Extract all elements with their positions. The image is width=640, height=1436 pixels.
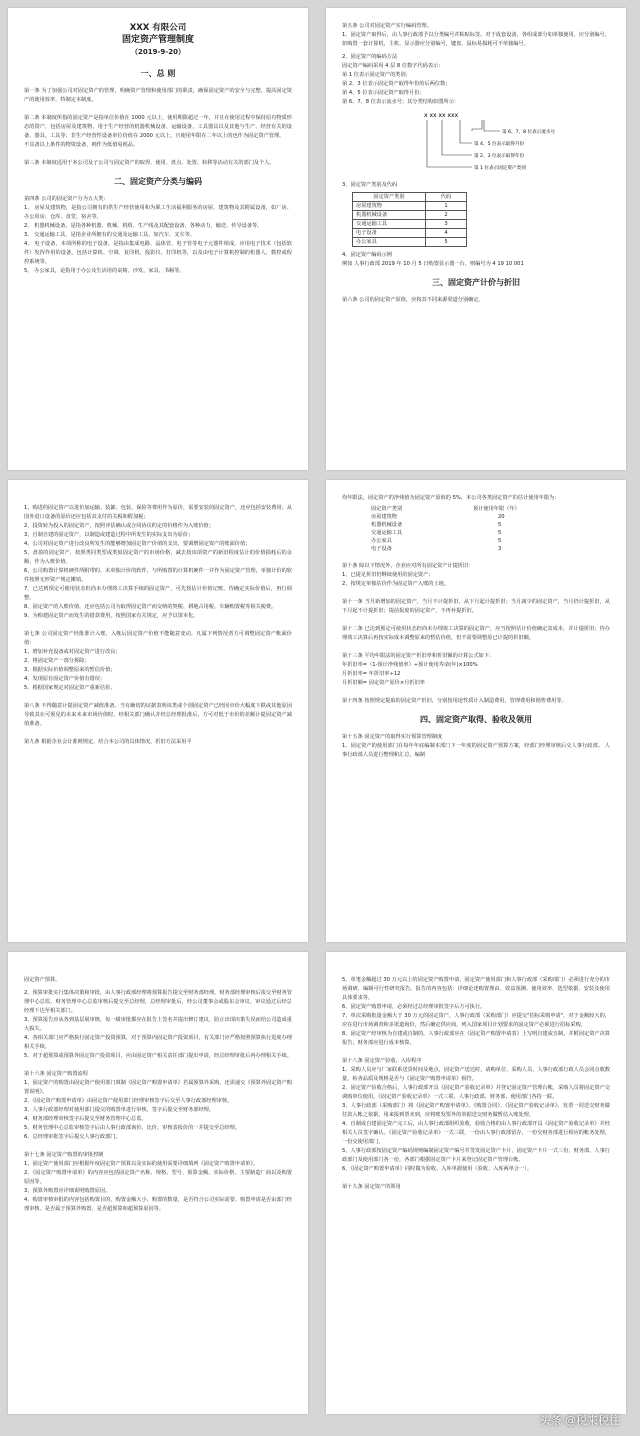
article-12: 第十二条 已达到预定可使用状态但尚未办理竣工决算的固定资产，应当按照估计价值确定其成本，并计提折旧；待办理竣工决算后再按实际成本调整原来的暂估价值，但不需要调整原已计提的折旧额。 — [342, 626, 610, 641]
table-row — [353, 238, 467, 247]
adjust-item-4: 4、发现原有固定资产价值有错误； — [24, 676, 106, 682]
acceptance-step-4: 4、自制或自建固定资产完工后，由人事行政部组织验收，验收合格的由人事行政部开具《固定资产验收记录单》并经相关人员签字确认。《固定资产验收记录单》一式三联，一份由人事行政部留存，一份交财务部进行相应的帐务处理，一份交使用部门。 — [342, 1121, 610, 1145]
article-5-item-2: 2、固定资产的编码方法 — [342, 54, 398, 60]
table-cell: 4 — [426, 229, 467, 238]
document-page-5 — [8, 952, 308, 1414]
table-cell: 机器机械设备 — [371, 522, 403, 528]
formula-monthly-amount: 月折旧额= 固定资产原价×月折旧率 — [342, 680, 425, 686]
valuation-item-2: 2、投资转为投入的固定资产，按照评估确认或合同协议约定的价格作为入账价值； — [24, 523, 215, 529]
purchase-step-2: 2、《固定资产购置申请单》由固定资产使用部门经理审核签字后交至人事行政部经理审核。 — [24, 1098, 233, 1104]
approval-item-5: 5、单笔金额超过 30 万元以上的固定资产购置申请，固定资产使用部门和人事行政部（采购部门）必须进行充分的市场调研，编制可行性研究报告。报告的内容包括：详细论述购置理由、效益预测、使用效率、选型依据、安装及使用具体要求等。 — [342, 977, 610, 1001]
table-cell: 交通运输工具 — [371, 530, 403, 536]
chapter-heading-4: 四、固定资产取得、验收及领用 — [420, 715, 532, 724]
table-cell: 5 — [498, 522, 502, 528]
acceptance-step-6: 6、《固定资产购置申请单》同时做为验收、入库单据使用（验收、入库两单合一）。 — [342, 1166, 533, 1172]
category-item-5: 5、 办公家具，是指用于办公及生活用的桌椅、沙发、家具、书橱等。 — [24, 268, 185, 274]
table-row — [368, 529, 523, 537]
adjust-item-2: 2、将固定资产一部分拆除； — [24, 658, 90, 664]
approval-item-3: 3、预算外购置应详细说明购置原因。 — [24, 1188, 111, 1194]
article-6: 第六条 公司的固定资产原值，应按其不同来源渠道分别确定。 — [342, 297, 484, 303]
valuation-item-4: 4、公司对固定资产进行改良所发生的能够增加固定资产价值的支出，要调增固定资产的账面价值； — [24, 541, 251, 547]
table-row — [368, 545, 523, 553]
acceptance-step-2: 2、固定资产验收合格后，人事行政部开具《固定资产验收记录单》并登记固定资产管理台帐，采购人员将固定资产交调购单位使用。《固定资产验收记录单》一式三联，人事行政部、财务部、使用部门各持一联。 — [342, 1085, 610, 1100]
valuation-item-6: 6、公司购置计算机硬件所附带的、未单独计价的软件，与所购置的计算机硬件一并作为固定资产管理，单独计价的软件按照无形资产规定摊销。 — [24, 568, 292, 583]
code-pattern: x xx xx xxx — [424, 112, 459, 119]
purchase-step-4: 4、财务部经理审核签字后提交至财务管理中心总监。 — [24, 1116, 147, 1122]
diagram-label-category: 第 1 位表示固定资产类别 — [474, 166, 526, 171]
acceptance-step-5: 5、人事行政部按固定资产编码规则编制固定资产编号并签发固定资产卡片，固定资产卡片一式三份，财务部、人事行政部门及使用部门各一份，各部门根据固定资产卡片来登记固定资产管理台帐。 — [342, 1148, 610, 1163]
document-page-3 — [8, 480, 308, 942]
table-cell: 房屋建筑物 — [353, 202, 426, 211]
depreciation-intro: 均年限法。固定资产的净残值为固定资产原值的 5%，本公司各类固定资产的估计使用年限为： — [342, 495, 560, 501]
article-13: 第十三条 平均年限法的固定资产折旧率和折旧额的计算公式如下： — [342, 653, 495, 659]
diagram-label-serial: 第 6、7、8 位表示流水号 — [502, 130, 556, 135]
table-header-code: 代码 — [426, 193, 467, 202]
table-row — [353, 211, 467, 220]
watermark-platform: 头条 — [539, 1414, 565, 1427]
source-watermark — [540, 1412, 621, 1428]
document-page-6 — [326, 952, 626, 1414]
article-10-item-2: 2、按规定单独估价作为固定资产入账的土地。 — [342, 581, 450, 587]
table-row — [353, 229, 467, 238]
valuation-item-3: 3、自制自建的固定资产，以制造或建造过程中所发生的实际支出为原价； — [24, 532, 194, 538]
table-cell: 机器机械设备 — [353, 211, 426, 220]
table-row — [368, 521, 523, 529]
valuation-item-8: 8、固定资产的入账价值，还应包括公司为取得固定资产而交纳的契税、耕地占用税、车辆购置税等相关税费。 — [24, 604, 277, 610]
valuation-item-9: 9、为购建固定资产而发生的借款费用，按照国家有关规定，应予以资本化。 — [24, 613, 199, 619]
budget-item-2: 2、预算审批实行集体决策和审批，由人事行政部经理将预算报告提交至财务部经理，财务部经理审核后报交至财务管理中心总监，财务管理中心总监审核后提交至总经理，总经理审批后，经公司董事会或股东会审议，审议通过后经总经理下达至相关部门。 — [24, 990, 292, 1014]
table-cell: 办公家具 — [371, 538, 392, 544]
article-11: 第十一条 当月新增加的固定资产，当月不计提折旧，从下月起计提折旧；当月减少的固定资产，当月仍计提折旧，从下月起不计提折旧；提前报废的固定资产，不再补提折旧。 — [342, 599, 610, 614]
approval-item-1: 1、固定资产使用部门应根据年度固定资产预算以及实际的使用需要详细填列《固定资产购置申请单》。 — [24, 1161, 259, 1167]
acceptance-step-1: 1、采购人员应与厂家联系送货时间及地点，固定资产送达时，请购单位、采购人员、人事行政部行政人员会同点收数量，检查品质及规格是否与《固定资产购置申请单》相符。 — [342, 1067, 610, 1082]
article-5: 第五条 公司对固定资产实行编码管理。 — [342, 23, 432, 29]
article-15: 第十五条 固定资产的取得实行预算管理制度 — [342, 734, 443, 740]
article-19: 第十九条 固定资产的领用 — [342, 1184, 401, 1190]
table-cell: 3 — [426, 220, 467, 229]
budget-item-3: 3、预算报告应从各到基层展审核，每一级审批都应在报告上签名并提出修订建议，防止出现决策失误而给公司造成重大损失。 — [24, 1017, 292, 1032]
article-18: 第十八条 固定资产验收、入库程序 — [342, 1058, 422, 1064]
article-17: 第十七条 固定资产购置的审批控制 — [24, 1152, 104, 1158]
article-5-item-4: 4、固定资产编码示例 — [342, 252, 392, 258]
encoding-digit-2-3: 第 2、3 位表示固定资产取得年份的后两位数； — [342, 81, 451, 87]
article-9: 第九条 根据企业会计准则规定，结合本公司的具体情况，折旧方法采用平 — [24, 739, 192, 745]
table-row — [353, 202, 467, 211]
table-cell: 5 — [426, 238, 467, 247]
article-3: 第三条 本制度适用于本公司及子公司与固定资产的取得、使用、盘点、处置、转移等活动有关的部门及个人。 — [24, 160, 275, 166]
valuation-item-5: 5、盘盈的固定资产，按照类同类型或类似固定资产的市场价格，减去按该项资产的新旧程度估计的价值损耗后的余额，作为入账价值。 — [24, 550, 292, 565]
encoding-digit-6-8: 第 6、7、8 位表示流水号；其分类结构如图所示： — [342, 99, 459, 105]
adjust-item-3: 3、根据实际价值调整原来的暂估价值； — [24, 667, 116, 673]
adjust-item-1: 1、增加补充设备或对固定资产进行改良； — [24, 649, 121, 655]
at-icon: @ — [565, 1414, 576, 1427]
table-cell: 电子设备 — [353, 229, 426, 238]
table-cell: 5 — [498, 530, 502, 536]
document-title: 固定资产管理制度 — [121, 35, 194, 45]
category-item-2: 2、 机器机械设备，是指各种机器、机械、机组、生产线及其配套设备，各种动力、输送、传导设备等。 — [24, 223, 263, 229]
document-page-2 — [326, 8, 626, 470]
formula-monthly-rate: 月折旧率= 年折旧率÷12 — [342, 671, 401, 677]
article-4: 第四条 公司的固定资产分为五大类： — [24, 196, 109, 202]
table-row — [353, 220, 467, 229]
table-cell: 5 — [498, 538, 502, 544]
company-name: XXX 有限公司 — [129, 23, 187, 33]
document-page-1 — [8, 8, 308, 470]
purchase-step-5: 5、财务管理中心总监审核签字后由人事行政部询价、比价，审核表报价的一并提交至总经理。 — [24, 1125, 240, 1131]
formula-annual-rate: 年折旧率=（1-预计净残值率）÷预计使用寿命(年)×100% — [342, 662, 478, 668]
article-2-note: 不具备以上条件的物资设备，则作为低值易耗品。 — [24, 142, 139, 148]
document-page-4 — [326, 480, 626, 942]
encoding-structure-diagram — [382, 109, 572, 173]
chapter-heading-2: 二、固定资产分类与编码 — [114, 177, 202, 186]
valuation-item-1: 1、购进的固定资产以进价加运输、装卸、包装、保险等费用作为原价，需要安装的固定资产，还应包括安装费用；从国外进口设备的原价还应包括其支付的关税和附加税； — [24, 505, 292, 520]
purchase-step-1: 1、固定资产的购置由固定资产使用部门填制《固定资产购置申请单》若属预算外采购，还需递交《预算外固定资产购置说明》。 — [24, 1080, 292, 1095]
chapter-heading-3: 三、固定资产计价与折旧 — [432, 278, 520, 287]
budget-continuation: 固定资产预算。 — [24, 977, 61, 983]
budget-item-5: 5、对于超预算或预算外固定资产投资项目，应由固定资产相关责任部门提出申请，经总经理审批后再办理相关手续。 — [24, 1053, 292, 1059]
table-cell: 3 — [498, 546, 502, 552]
table-header-category: 固定资产类别 — [371, 506, 403, 512]
article-14: 第十四条 按照规定提取的固定资产折旧，分别按用途性质计入制造费用、管理费用和销售费用等。 — [342, 698, 567, 704]
diagram-label-month: 第 4、5 位表示取得月份 — [474, 142, 525, 147]
article-15-item-1: 1、固定资产的使用部门在每年年底编制本部门下一年度的固定资产预算方案，经部门经理审核后交人事行政部。 人事行政部人员进行整理和汇总，编制 — [342, 743, 610, 758]
acceptance-step-3: 3、人事行政部（采购部门）将《固定资产购置申请单》、《购置合同》、《固定资产验收记录单》、发票一同送交财务做付款入帐之依据。用来报到票未到，应将账发票外的单据送交财务做暂估入账处理。 — [342, 1103, 610, 1118]
article-1: 第一条 为了加强公司对固定资产的管理，明确资产管理和使用部门的职责，确保固定资产的安全与完整，提高固定资产的使用效率，特制定本制度。 — [24, 88, 292, 103]
table-header-years: 预计使用年限（年） — [473, 506, 520, 512]
article-10: 第十条 除以下情况外，企业应对所有固定资产计提折旧： — [342, 563, 474, 569]
approval-item-6: 6、固定资产购置申请，必须经过总经理审批签字后方可执行。 — [342, 1004, 486, 1010]
adjust-item-5: 5、根据国家规定对固定资产重新估价。 — [24, 685, 116, 691]
purchase-step-3: 3、人事行政部经理对使用部门提交的购置单进行审核，签字后提交至财务部经理。 — [24, 1107, 215, 1113]
approval-item-4: 4、购置审核审批的内容包括购置目的、购置金额大小、购置的数量，是否符合公司实际需要、购置申请是否由部门经理审核、是否属于预算外购置、是否超预算和超预算原因等。 — [24, 1197, 292, 1212]
category-item-4: 4、 电子设备，本项所称的电子设备，是指由集成电路、晶体管、电子管等电子元器件组成，应用电子技术（包括软件）发挥作用的设备，包括计算机、空调、复印机、投影仪、打印机等，以及由电子计算机控制的机器人、数控或程控系统等。 — [24, 241, 292, 265]
article-10-item-1: 1、已提足折旧仍继续使用的固定资产； — [342, 572, 434, 578]
encoding-digit-4-5: 第 4、5 位表示固定资产取得月份； — [342, 90, 425, 96]
table-cell: 1 — [426, 202, 467, 211]
approval-item-8: 8、固定资产经审核为自建或自制的，人事行政部应在《固定资产购置申请表》上写明自建或自制，并附固定资产决算报告，财务部应进行成本核算。 — [342, 1031, 610, 1046]
budget-item-4: 4、各相关部门应严格执行固定资产投资预算，对于预算内固定资产投资项目，有关部门应严格按照预算执行进度办理相关手续。 — [24, 1035, 292, 1050]
table-cell: 办公家具 — [353, 238, 426, 247]
category-item-1: 1、 房屋及建筑物，是指公司拥有的供生产经营使用和为职工生活福利服务的房屋、建筑物及其附属设备，如厂房、办公用房、仓库、食堂、宿舍等。 — [24, 205, 292, 220]
encoding-rule: 固定资产编码采用 4 层 8 位数字代码表示： — [342, 63, 444, 69]
table-cell: 交通运输工具 — [353, 220, 426, 229]
useful-life-table — [368, 505, 523, 553]
article-5-item-3: 3、固定资产类别及代码 — [342, 182, 398, 188]
encoding-example: 例如 人事行政部 2019 年 10 月 5 日购置显示器一台，则编号为 4 19 10 001 — [342, 261, 524, 267]
approval-item-2: 2、《固定资产购置申请单》的内容应包括固定资产名称、规格、型号、预算金额、实际价格、主要制造厂商以及购置原因等。 — [24, 1170, 292, 1185]
table-cell: 2 — [426, 211, 467, 220]
document-date: （2019-9-20） — [131, 48, 185, 56]
table-cell: 房屋建筑物 — [371, 514, 397, 520]
article-2: 第二条 本制度所指的固定资产是指单位价值在 1000 元以上、使用期限超过一年，并且在使用过程中保持原有物质形态的资产，包括房屋及建筑物、用于生产经营的机器机械设备、运输设备，工具器具以及其他与生产、经营有关的设备、器具、工具等；非生产经营性设备单位价值在 2000 元以上，且使用年限在二年以上的也作为固定资产管理。 — [24, 115, 292, 139]
table-cell: 电子设备 — [371, 546, 392, 552]
article-5-item-1: 1、固定资产取得后，由人事行政部予以分类编号并粘贴标签。对于成套设备，各组成部分如单独使用，应分别编号，如购置一套计算机，主机、显示器应分别编号，键盘、鼠标易损耗可不单独编号。 — [342, 32, 610, 47]
valuation-item-7: 7、已达到预定可使用状态但尚未办理竣工决算手续的固定资产，可先按估计价值记账，待确定实际价值后，再行调整。 — [24, 586, 292, 601]
table-row — [368, 537, 523, 545]
article-7: 第七条 公司固定资产经批准计入账，入帐后固定资产价值不能随意变动。凡属下列情况者方可调整固定资产帐面价值： — [24, 631, 292, 646]
article-16: 第十六条 固定资产购置流程 — [24, 1071, 88, 1077]
article-8: 第八条 不得随意计提固定资产减值准备。当有确切的证据表明该类或个别固定资产已经因市价大幅度下跌或其他原因导致其在可预见的未来未来市场价值时，经相关部门确认并经总经理批准后，方可对低于市价的差额计提固定资产减值准备。 — [24, 703, 292, 727]
table-cell: 20 — [498, 514, 505, 520]
encoding-digit-1: 第 1 位表示固定资产的类别； — [342, 72, 411, 78]
chapter-heading-1: 一、总 则 — [140, 69, 176, 78]
purchase-step-6: 6、总经理审批签字后提交人事行政部门。 — [24, 1134, 121, 1140]
table-row — [368, 513, 523, 521]
approval-item-7: 7、单次采购批量金额大于 30 万元的固定资产，人事行政部（采购部门）应提交"招标采购申请"，对于金额较大的，应在进行市场调查和多渠道询价，然后确定供应商，列入国家项目计划要求的固定资产必须进行招标采购。 — [342, 1013, 610, 1028]
table-header-category: 固定资产类别 — [353, 193, 426, 202]
category-item-3: 3、 交通运输工具，是指企业所拥有的交通及运输工具，如汽车、叉车等。 — [24, 232, 195, 238]
watermark-author: 税来税往 — [576, 1414, 620, 1427]
asset-category-table — [352, 192, 467, 247]
diagram-label-year: 第 2、3 位表示取得年份 — [474, 154, 525, 159]
